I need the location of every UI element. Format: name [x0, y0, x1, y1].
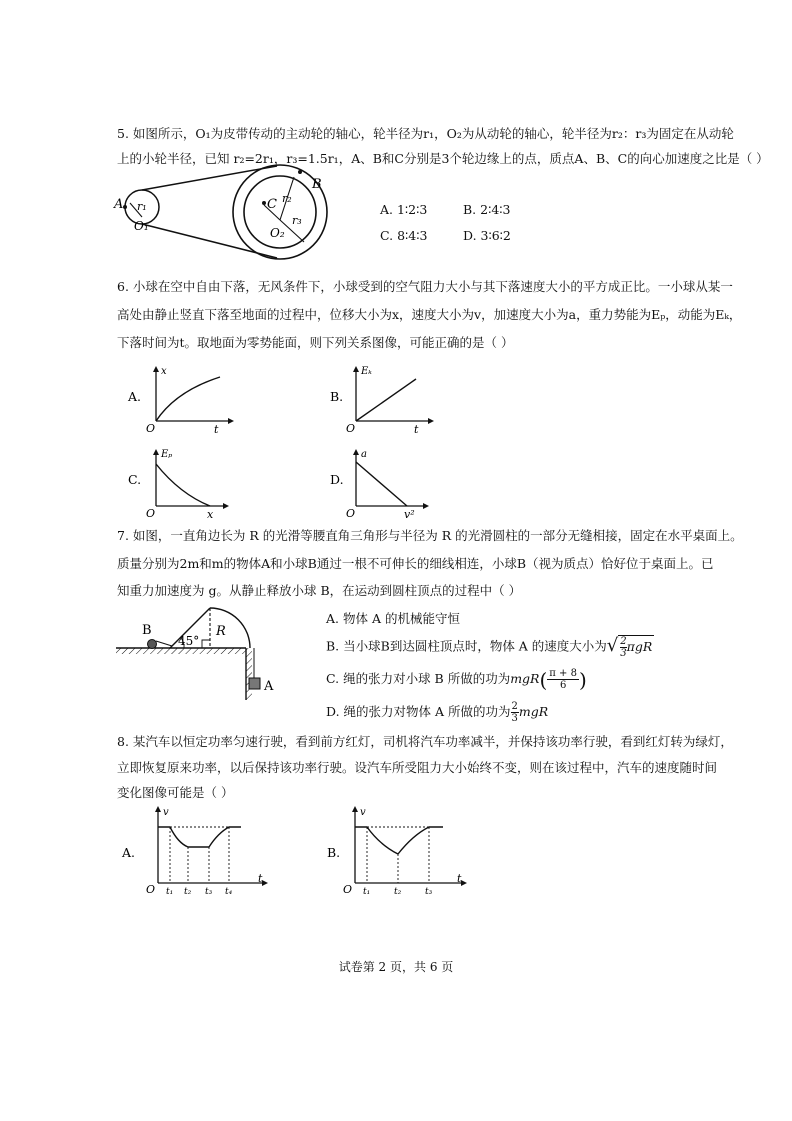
- q5-stem-line1: 5. 如图所示，O₁为皮带传动的主动轮的轴心，轮半径为r₁，O₂为从动轮的轴心，轮半径为r₂：r₃为固定在从动轮: [117, 126, 734, 141]
- q8-a-letter: A.: [122, 845, 136, 860]
- q5-stem-line2: 上的小轮半径，已知 r₂=2r₁，r₃=1.5r₁，A、B和C分别是3个轮边缘上的点，质点A、B、C的向心加速度之比是（ ）: [117, 151, 769, 166]
- q6-b-ylabel: Eₖ: [361, 366, 372, 377]
- q7-option-b[interactable]: [326, 635, 654, 659]
- q8-a-xlabel: t: [258, 872, 263, 885]
- q8-b-ylabel: v: [360, 807, 366, 818]
- q6-d-letter: D.: [330, 472, 344, 487]
- q8-b-tick-t1: t₁: [363, 887, 371, 897]
- q8-b-letter: B.: [327, 845, 341, 860]
- q7-option-d[interactable]: [326, 701, 548, 724]
- q5-label-r3: r₃: [292, 214, 302, 227]
- q8-a-origin: O: [146, 883, 156, 896]
- q7-stem-line1: 7. 如图，一直角边长为 R 的光滑等腰直角三角形与半径为 R 的光滑圆柱的一部分无缝相接，固定在水平桌面上。: [117, 528, 743, 543]
- q6-stem-line1: 6. 小球在空中自由下落，无风条件下，小球受到的空气阻力大小与其下落速度大小的平方成正比。一小球从某一: [117, 279, 733, 294]
- q5-option-d[interactable]: D. 3∶6∶2: [463, 228, 511, 243]
- q7-b-tail: πgR: [626, 639, 653, 654]
- q5-label-b: B: [312, 177, 322, 192]
- q7-d-num: 2: [511, 701, 518, 712]
- q7-b-text: B. 当小球B到达圆柱顶点时，物体 A 的速度大小为: [326, 638, 607, 654]
- q8-graph-a[interactable]: [120, 805, 280, 897]
- q7-option-a[interactable]: A. 物体 A 的机械能守恒: [326, 611, 460, 626]
- q6-a-ylabel: x: [161, 366, 167, 377]
- q6-d-origin: O: [346, 507, 356, 520]
- q6-b-xlabel: t: [414, 423, 419, 436]
- q8-stem-line2: 立即恢复原来功率，以后保持该功率行驶。设汽车所受阻力大小始终不变，则在该过程中，汽车的速度随时间: [117, 760, 718, 775]
- q6-c-ylabel: Eₚ: [161, 449, 173, 460]
- q8-a-ylabel: v: [163, 807, 169, 818]
- q7-d-text: D. 绳的张力对物体 A 所做的功为: [326, 704, 511, 719]
- q7-label-a: A: [264, 679, 274, 694]
- q7-b-sqrt: √ $\frac{2}{3}$ πgR: [606, 635, 653, 659]
- q8-a-tick-t1: t₁: [166, 887, 174, 897]
- q5-label-r2: r₂: [282, 192, 292, 205]
- q8-a-tick-t4: t₄: [225, 887, 233, 897]
- q8-stem-line1: 8. 某汽车以恒定功率匀速行驶，看到前方红灯，司机将汽车功率减半，并保持该功率行驶，看到红灯转为绿灯，: [117, 734, 733, 749]
- q6-a-origin: O: [146, 422, 156, 435]
- q6-graph-a[interactable]: [128, 365, 238, 437]
- q6-c-xlabel: x: [207, 508, 214, 521]
- q6-stem-line3: 下落时间为t。取地面为零势能面，则下列关系图像，可能正确的是（ ）: [117, 335, 514, 350]
- q5-label-a: A: [114, 197, 124, 212]
- q8-graph-b[interactable]: [325, 805, 475, 897]
- q7-label-r: R: [216, 624, 226, 639]
- q5-label-c: C: [267, 197, 277, 212]
- page-footer: 试卷第 2 页，共 6 页: [338, 960, 454, 974]
- q7-d-tail: mgR: [518, 704, 549, 719]
- q8-b-tick-t3: t₃: [425, 887, 433, 897]
- q5-option-a[interactable]: A. 1∶2∶3: [380, 202, 428, 217]
- q5-label-o2: O₂: [270, 226, 285, 240]
- q6-stem-line2: 高处由静止竖直下落至地面的过程中，位移大小为x，速度大小为v，加速度大小为a，重力势能为Eₚ，动能为Eₖ，: [117, 307, 742, 322]
- q7-c-text: C. 绳的张力对小球 B 所做的功为: [326, 671, 511, 686]
- q7-figure: [112, 600, 292, 700]
- q7-b-den: 3: [620, 648, 627, 659]
- q7-c-den: 6: [559, 680, 567, 691]
- q6-a-xlabel: t: [214, 423, 219, 436]
- q5-label-o1: O₁: [134, 219, 149, 233]
- q7-c-coef: mgR: [510, 671, 540, 686]
- q8-b-tick-t2: t₂: [394, 887, 402, 897]
- q8-a-tick-t2: t₂: [184, 887, 192, 897]
- q7-label-b: B: [142, 623, 152, 638]
- q6-c-letter: C.: [128, 472, 142, 487]
- q6-a-letter: A.: [128, 389, 142, 404]
- q5-option-b[interactable]: B. 2∶4∶3: [463, 202, 511, 217]
- q8-b-origin: O: [343, 883, 353, 896]
- q7-d-den: 3: [511, 713, 518, 724]
- q7-label-angle: 45°: [178, 634, 200, 648]
- q7-b-num: 2: [620, 636, 627, 647]
- q8-a-tick-t3: t₃: [205, 887, 213, 897]
- q8-stem-line3: 变化图像可能是（ ）: [117, 785, 234, 800]
- q7-c-num: π + 8: [549, 668, 577, 679]
- q5-option-c[interactable]: C. 8∶4∶3: [380, 228, 428, 243]
- q7-option-c[interactable]: C. 绳的张力对小球 B 所做的功为mgR( $\frac{\pi + 8}{6}$ ): [326, 667, 587, 692]
- q6-d-xlabel: v²: [404, 508, 415, 521]
- q6-graph-d[interactable]: [330, 448, 440, 520]
- q6-b-letter: B.: [330, 389, 344, 404]
- q6-graph-b[interactable]: [330, 365, 440, 437]
- q5-pulley-figure: [112, 172, 337, 262]
- q6-graph-c[interactable]: [128, 448, 238, 520]
- q6-c-origin: O: [146, 507, 156, 520]
- q6-d-ylabel: a: [361, 449, 367, 460]
- q6-b-origin: O: [346, 422, 356, 435]
- q5-label-r1: r₁: [137, 200, 147, 213]
- q8-b-xlabel: t: [457, 872, 462, 885]
- q7-stem-line2: 质量分别为2m和m的物体A和小球B通过一根不可伸长的细线相连，小球B（视为质点）恰好位于桌面上。已: [117, 556, 714, 571]
- q7-stem-line3: 知重力加速度为 g。从静止释放小球 B，在运动到圆柱顶点的过程中（ ）: [117, 583, 522, 598]
